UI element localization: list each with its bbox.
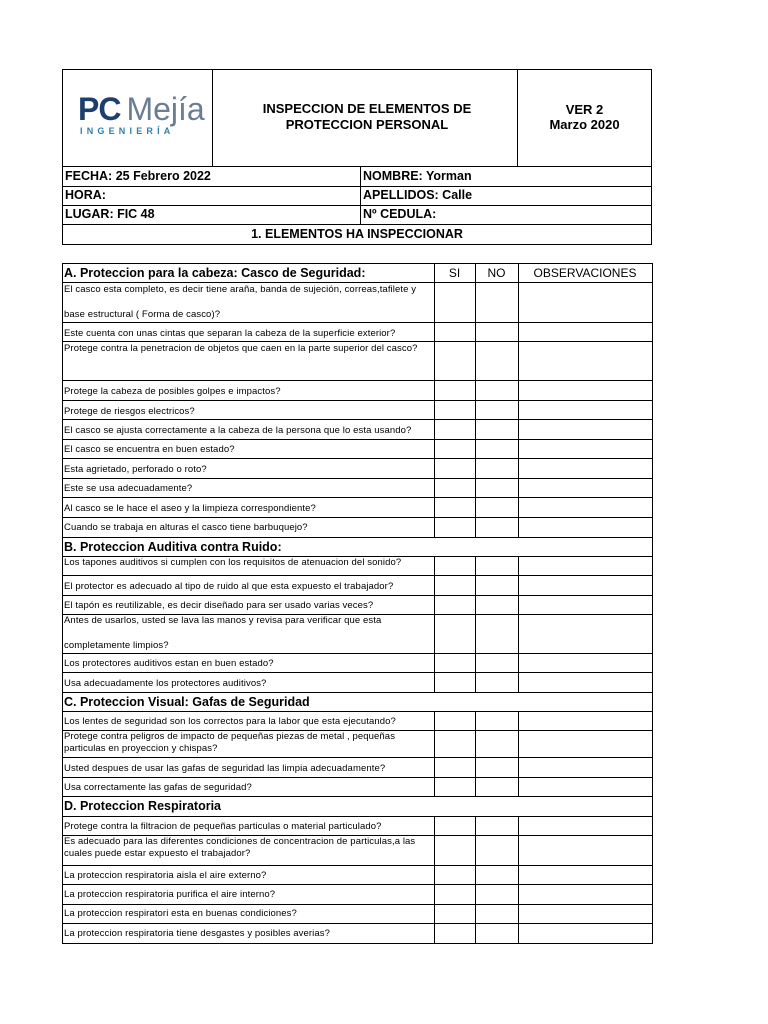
list-item: Cuando se trabaja en alturas el casco tiene barbuquejo? bbox=[64, 522, 308, 533]
list-item: Protege contra peligros de impacto de pequeñas piezas de metal , pequeñas particulas en proyeccion y chispas? bbox=[64, 731, 396, 754]
list-item: La proteccion respiratoria purifica el aire interno? bbox=[64, 889, 276, 900]
list-item: Es adecuado para las diferentes condiciones de concentracion de particulas,a las cuales puede estar expuesto el trabajador? bbox=[64, 836, 416, 859]
col-no-header: NO bbox=[487, 266, 506, 280]
list-item: Los protectores auditivos estan en buen estado? bbox=[64, 658, 274, 669]
version-label: VER 2 bbox=[565, 102, 604, 117]
list-item: Los lentes de seguridad son los correctos para la labor que esta ejecutando? bbox=[64, 716, 396, 727]
section-a-title: A. Proteccion para la cabeza: Casco de Seguridad: bbox=[64, 266, 366, 280]
logo-tagline: INGENIERÍA bbox=[80, 126, 175, 136]
list-item: El casco esta completo, es decir tiene araña, banda de sujeción, correas,tafilete y base estructural ( Forma de casco)? bbox=[64, 284, 417, 320]
document-title: INSPECCION DE ELEMENTOS DE PROTECCION PERSONAL bbox=[262, 101, 472, 132]
section-d-title: D. Proteccion Respiratoria bbox=[64, 799, 221, 813]
col-si-header: SI bbox=[448, 266, 461, 280]
list-item: Protege contra la filtracion de pequeñas particulas o material particulado? bbox=[64, 821, 382, 832]
list-item: Usa adecuadamente los protectores auditivos? bbox=[64, 678, 267, 689]
section-b-title: B. Proteccion Auditiva contra Ruido: bbox=[64, 540, 282, 554]
list-item: Protege contra la penetracion de objetos que caen en la parte superior del casco? bbox=[64, 343, 418, 354]
section-c-title: C. Proteccion Visual: Gafas de Seguridad bbox=[64, 695, 310, 709]
cedula-field: Nº CEDULA: bbox=[363, 207, 437, 221]
list-item: Protege la cabeza de posibles golpes e impactos? bbox=[64, 386, 281, 397]
col-obs-header: OBSERVACIONES bbox=[533, 266, 637, 280]
list-item: Antes de usarlos, usted se lava las manos y revisa para verificar que esta completamente limpios? bbox=[64, 615, 382, 651]
list-item: Esta agrietado, perforado o roto? bbox=[64, 464, 207, 475]
section-heading: 1. ELEMENTOS HA INSPECCIONAR bbox=[251, 227, 463, 241]
list-item: El casco se ajusta correctamente a la cabeza de la persona que lo esta usando? bbox=[64, 425, 412, 436]
fecha-field: FECHA: 25 Febrero 2022 bbox=[65, 169, 211, 183]
list-item: El casco se encuentra en buen estado? bbox=[64, 444, 235, 455]
version-date: Marzo 2020 bbox=[549, 117, 620, 132]
hora-field: HORA: bbox=[65, 188, 106, 202]
apellidos-field: APELLIDOS: Calle bbox=[363, 188, 473, 202]
list-item: Usted despues de usar las gafas de seguridad las limpia adecuadamente? bbox=[64, 763, 386, 774]
list-item: El tapón es reutilizable, es decir diseñado para ser usado varias veces? bbox=[64, 600, 374, 611]
list-item: Usa correctamente las gafas de seguridad? bbox=[64, 782, 252, 793]
logo-pc: PC bbox=[78, 91, 121, 127]
list-item: Este se usa adecuadamente? bbox=[64, 483, 193, 494]
list-item: El protector es adecuado al tipo de ruido al que esta expuesto el trabajador? bbox=[64, 581, 394, 592]
list-item: Protege de riesgos electricos? bbox=[64, 406, 195, 417]
list-item: Este cuenta con unas cintas que separan la cabeza de la superficie exterior? bbox=[64, 328, 396, 339]
nombre-field: NOMBRE: Yorman bbox=[363, 169, 472, 183]
list-item: Al casco se le hace el aseo y la limpieza correspondiente? bbox=[64, 503, 316, 514]
list-item: La proteccion respiratoria aisla el aire externo? bbox=[64, 870, 267, 881]
list-item: La proteccion respiratoria tiene desgastes y posibles averias? bbox=[64, 928, 331, 939]
list-item: La proteccion respiratori esta en buenas condiciones? bbox=[64, 908, 297, 919]
logo-name: Mejía bbox=[126, 91, 205, 127]
company-logo bbox=[78, 92, 208, 142]
lugar-field: LUGAR: FIC 48 bbox=[65, 207, 155, 221]
list-item: Los tapones auditivos si cumplen con los requisitos de atenuacion del sonido? bbox=[64, 557, 402, 568]
